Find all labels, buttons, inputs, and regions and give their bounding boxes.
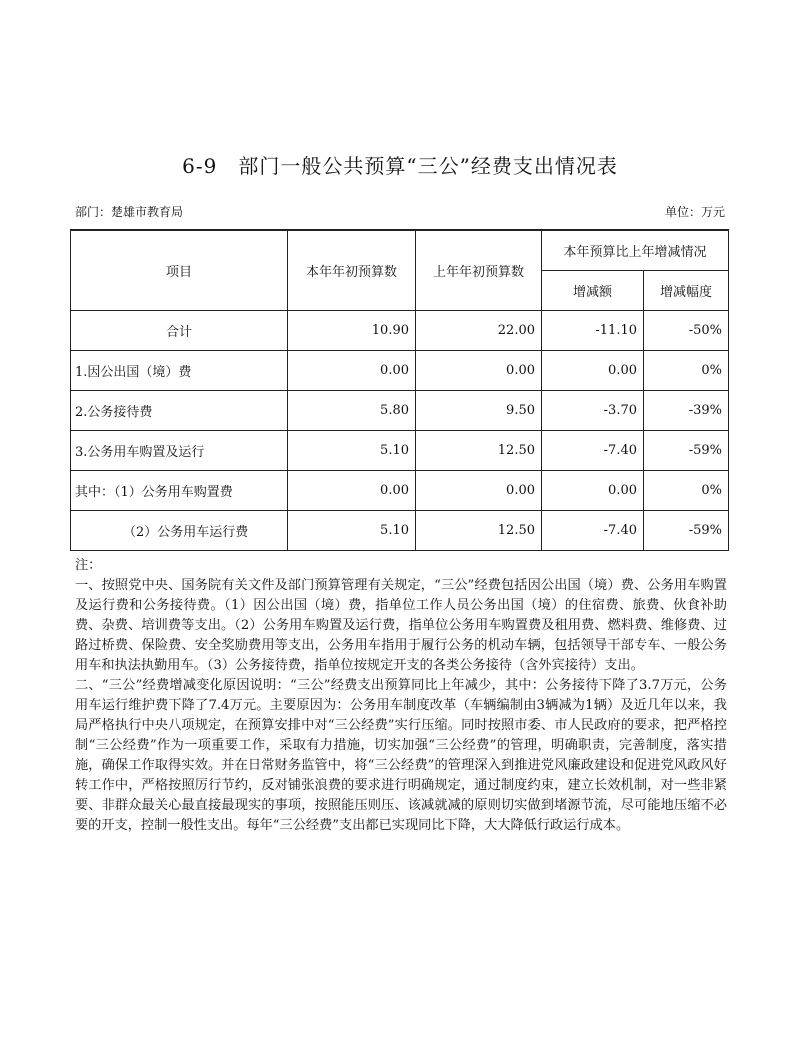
header-row [71,230,729,271]
header-change-group: 本年预算比上年增减情况 [542,230,729,271]
row-rate: -59% [644,511,729,551]
row-previous: 0.00 [416,471,542,511]
notes-section [75,556,727,836]
row-current: 5.10 [288,511,416,551]
row-item: 其中：（1）公务用车购置费 [71,471,288,511]
unit-label: 单位：万元 [664,205,725,219]
header-change-amount: 增减额 [542,271,644,311]
notes-label: 注： [75,558,102,573]
row-change: -7.40 [542,431,644,471]
header-item: 项目 [71,230,288,311]
table-row [71,471,729,511]
row-previous: 9.50 [416,391,542,431]
row-previous: 22.00 [416,311,542,351]
table-row [71,311,729,351]
header-previous: 上年年初预算数 [416,230,542,311]
department-label: 部门：楚雄市教育局 [75,205,184,219]
row-item: 2.公务接待费 [71,391,288,431]
row-rate: 0% [644,471,729,511]
row-current: 5.80 [288,391,416,431]
table-row [71,391,729,431]
notes-paragraph-1: 一、按照党中央、国务院有关文件及部门预算管理有关规定，“三公”经费包括因公出国（境）费、公务用车购置及运行费和公务接待费。（1）因公出国（境）费，指单位工作人员公务出国（境）的住宿费、旅费、伙食补助费、杂费、培训费等支出。（2）公务用车购置及运行费，指单位公务用车购置费及租用费、燃料费、维修费、过路过桥费、保险费、安全奖励费用等支出，公务用车指用于履行公务的机动车辆，包括领导干部专车、一般公务用车和执法执勤用车。（3）公务接待费，指单位按规定开支的各类公务接待（含外宾接待）支出。 [75,578,727,673]
page-title: 6-9 部门一般公共预算“三公”经费支出情况表 [182,154,618,178]
row-rate: -39% [644,391,729,431]
row-change: -7.40 [542,511,644,551]
row-previous: 12.50 [416,431,542,471]
table-row [71,511,729,551]
table-row [71,431,729,471]
row-previous: 0.00 [416,351,542,391]
row-item: （2）公务用车运行费 [71,511,288,551]
header-change-rate: 增减幅度 [644,271,729,311]
notes-paragraph-2: 二、“三公”经费增减变化原因说明：“三公”经费支出预算同比上年减少，其中：公务接待下降了3.7万元，公务用车运行维护费下降了7.4万元。主要原因为：公务用车制度改革（车辆编制由3辆减为1辆）及近几年以来，我局严格执行中央八项规定，在预算安排中对“三公经费”实行压缩。同时按照市委、市人民政府的要求，把严格控制“三公经费”作为一项重要工作，采取有力措施，切实加强“三公经费”的管理，明确职责，完善制度，落实措施，确保工作取得实效。并在日常财务监管中，将“三公经费”的管理深入到推进党风廉政建设和促进党风政风好转工作中，严格按照厉行节约，反对铺张浪费的要求进行明确规定，通过制度约束，建立长效机制，对一些非紧要、非群众最关心最直接最现实的事项，按照能压则压、该减就减的原则切实做到堵源节流，尽可能地压缩不必要的开支，控制一般性支出。每年“三公经费”支出都已实现同比下降，大大降低行政运行成本。 [75,678,727,833]
row-change: 0.00 [542,351,644,391]
header-current: 本年年初预算数 [288,230,416,311]
row-current: 0.00 [288,351,416,391]
row-rate: 0% [644,351,729,391]
row-item: 1.因公出国（境）费 [71,351,288,391]
row-rate: -59% [644,431,729,471]
row-change: -11.10 [542,311,644,351]
row-current: 5.10 [288,431,416,471]
row-current: 10.90 [288,311,416,351]
row-item: 合计 [71,311,288,351]
table-row [71,351,729,391]
row-item: 3.公务用车购置及运行 [71,431,288,471]
row-change: -3.70 [542,391,644,431]
row-current: 0.00 [288,471,416,511]
budget-table [70,229,729,551]
row-previous: 12.50 [416,511,542,551]
row-change: 0.00 [542,471,644,511]
row-rate: -50% [644,311,729,351]
